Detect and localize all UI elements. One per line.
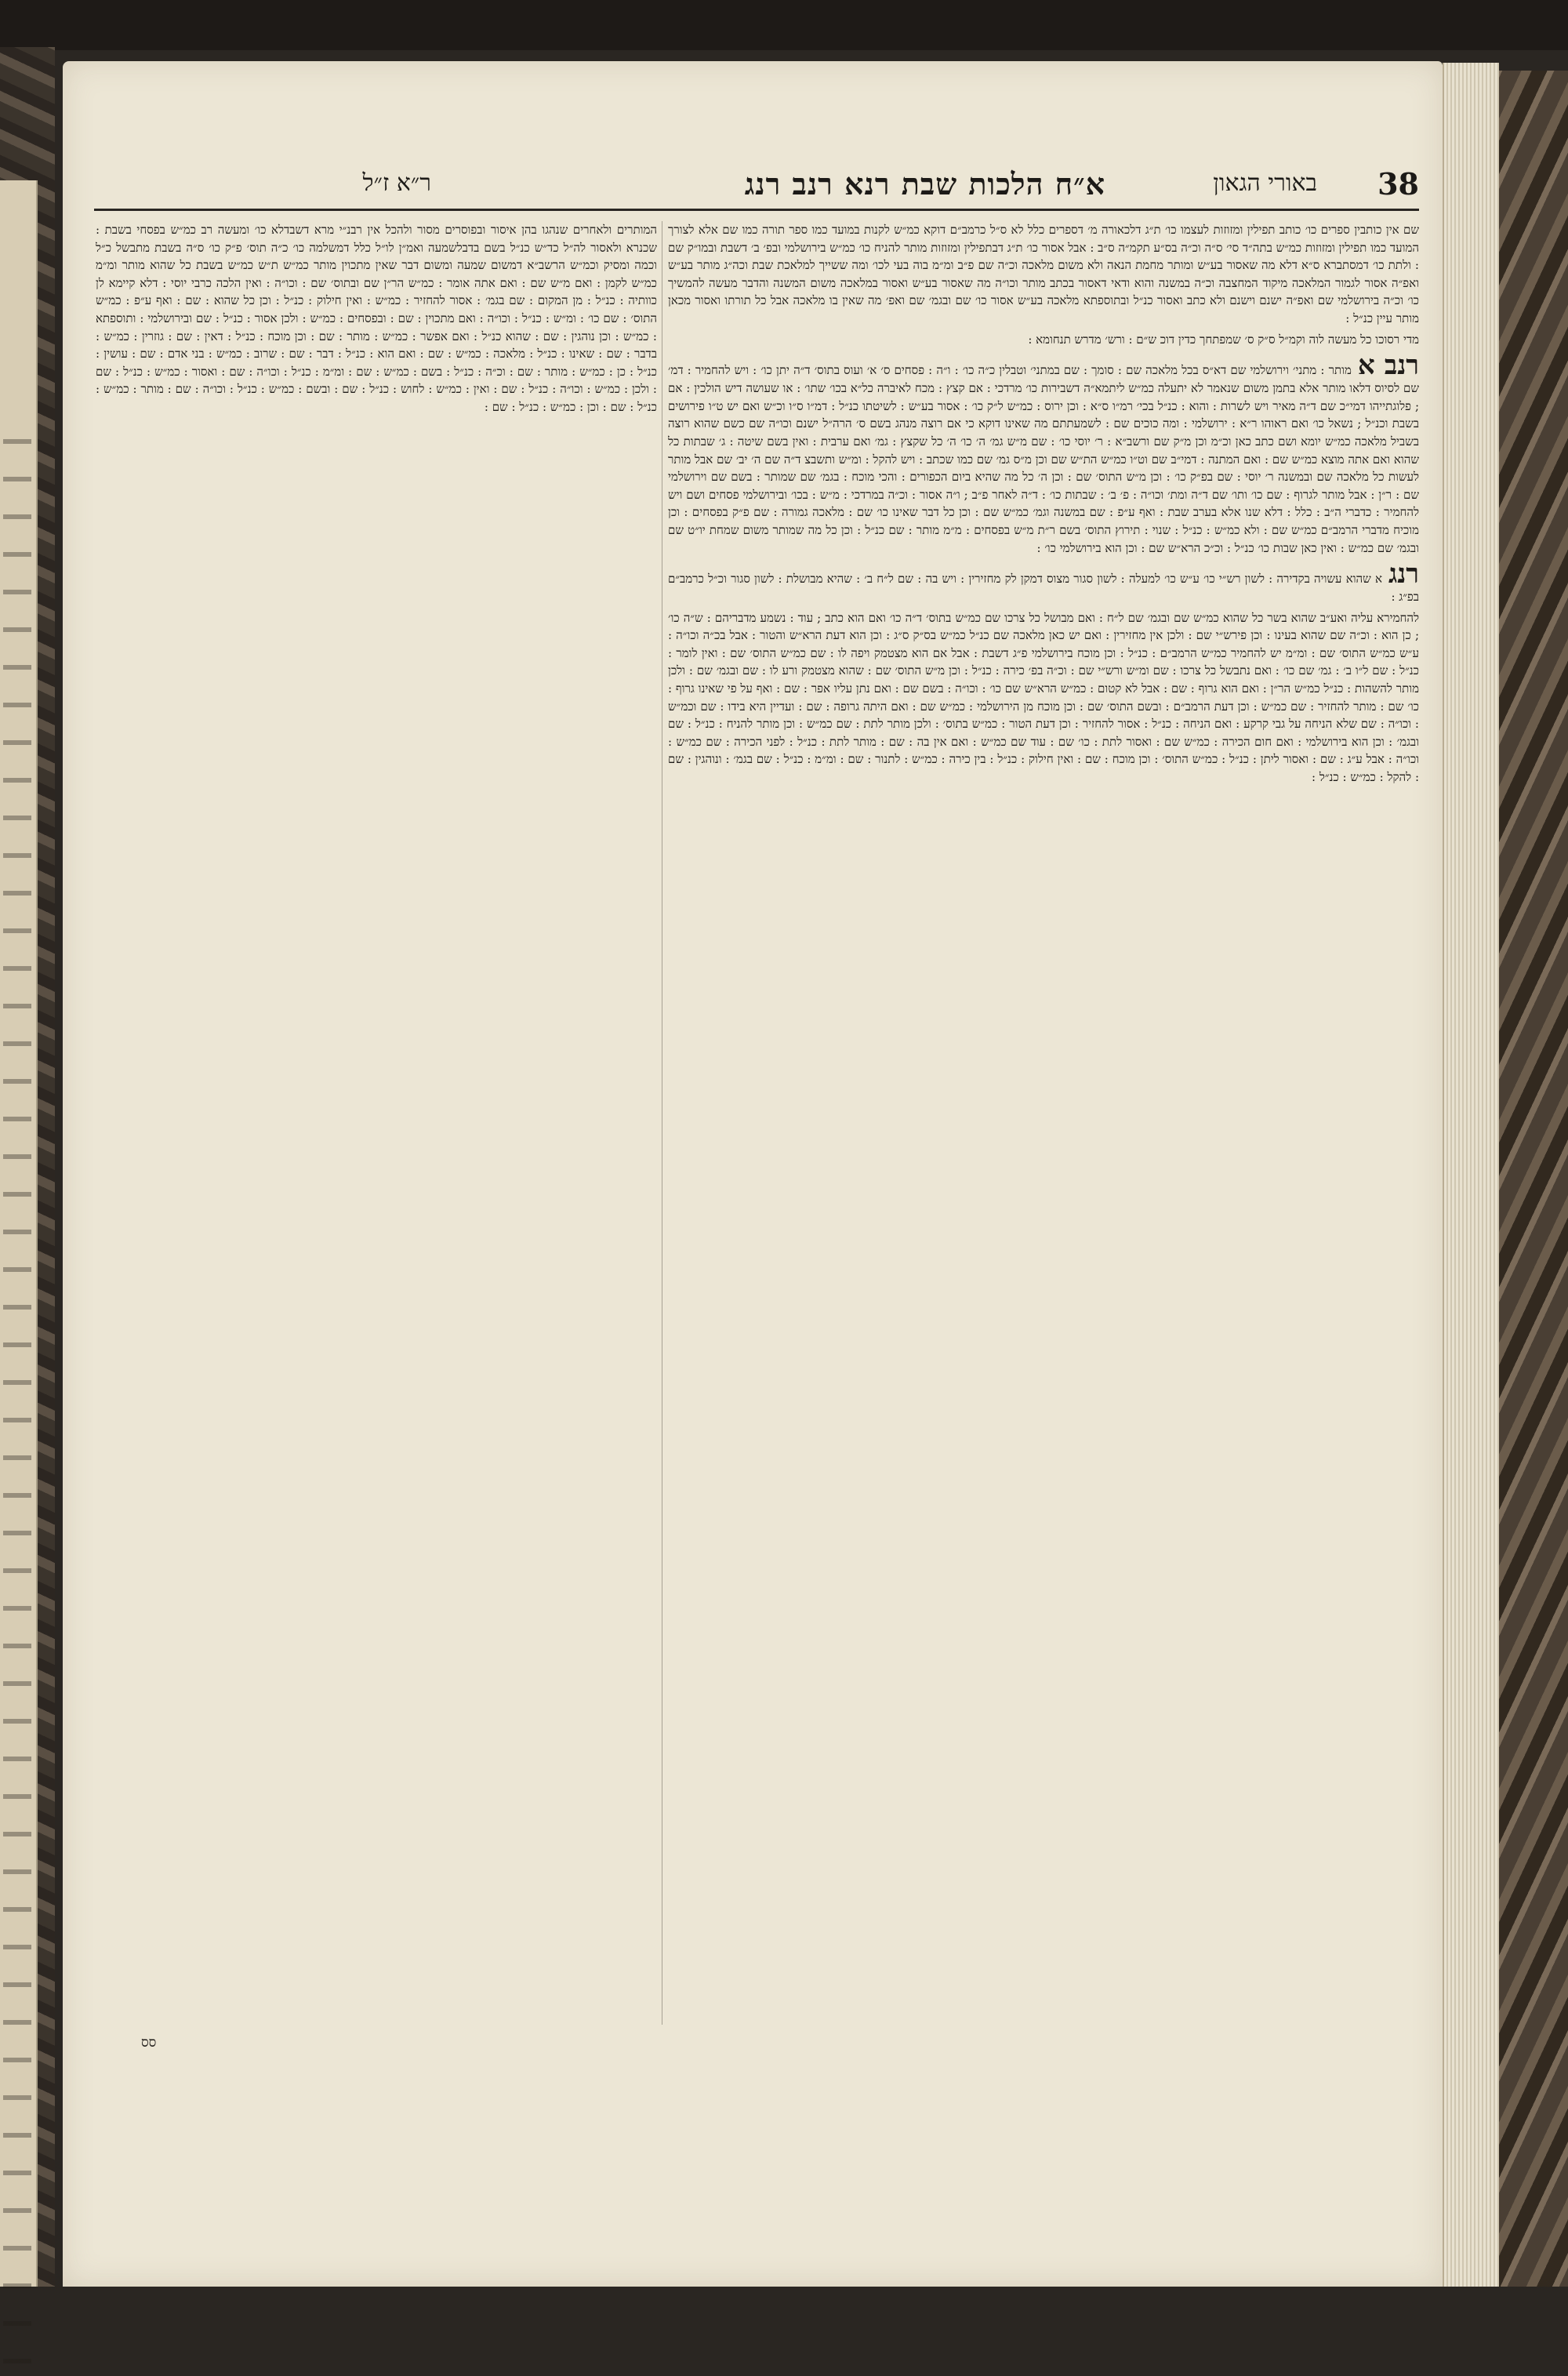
running-head-reference: ר״א ז״ל <box>362 169 431 197</box>
left-page-text-fragment <box>3 416 31 2376</box>
commentary-block: המותרים ולאחרים שנהגו בהן איסור ובפוסרים מסור ולהכל אין רבנ״י מרא דשבדלא כו׳ ומעשה רב כמ״ש בפסחי בשבת : שכנרא ולאסור לה״ל כד״ש כנ״ל בשם בדבלשמעה ואמ״ן לו״ל כלל דמשלמה כו׳ כ״ה תוס׳ פ״ק כו׳ ס״ה בשבת מתבשל כ״ל וכמה ומסיק וכמ״ש הרשב״א דמשום שמעה ומשום דבר שאין מתכוין מותר כמ״ש ת״ש כמ״ש בשבת כל שהוא מותר ומ״מ כמ״ש לקמן : ואם מ״ש שם : ואם אתה אומר : כמ״ש הר״ן שם ובתוס׳ שם : וכו״ה : ואין הלכה כרבי יוסי : דלא קיימא לן כוותיה : כנ״ל : מן המקום : שם בגמ׳ : אסור להחזיר : כמ״ש : ואין חילוק : כנ״ל : וכן כל שהוא : שם : ואף ע״פ : כמ״ש התוס׳ : שם כו׳ : ומ״ש : כנ״ל : וכו״ה : ואם מתכוין : שם : ובפסחים : כמ״ש : ולכן אסור : כנ״ל : שם ובירושלמי : ותוספתא : כמ״ש : וכן נוהגין : שם : שהוא כנ״ל : ואם אפשר : כמ״ש : מותר : שם : וכן מוכח : כנ״ל : דאין : שם : גוזרין : כמ״ש : בדבר : שם : שאינו : כנ״ל : מלאכה : כמ״ש : שם : ואם הוא : כנ״ל : דבר : שם : שרוב : כמ״ש : בני אדם : שם : עושין : כנ״ל : כן : כמ״ש : מותר : שם : וכ״ה : כנ״ל : בשם : כמ״ש : שם : ומ״מ : כנ״ל : וכו״ה : שם : ואסור : כמ״ש : כנ״ל : שם : ולכן : כמ״ש : וכו״ה : כנ״ל : שם : ואין : כמ״ש : לחוש : כנ״ל : שם : ובשם : כמ״ש : כנ״ל : וכו״ה : שם : מותר : כמ״ש : כנ״ל : שם : וכן : כמ״ש : כנ״ל : שם : <box>96 223 657 414</box>
siman-heading: רנג <box>1388 558 1419 590</box>
right-text-column <box>668 221 1419 2033</box>
page-number: 38 <box>1377 166 1419 202</box>
siman-text: מותר : מתני׳ וירושלמי שם דא״ס בכל מלאכה שם : סומך : שם במתני׳ וטבלין כ״ה כו׳ : ו״ה : פסחים ס׳ א׳ ועוס בתוס׳ ד״ה יתן כו׳ : ויש להחמיר : דמ׳ שם לסיוס דלאו מותר אלא בתמן משום שנאמר לא יתעלה כמ״ש ליתמא״ה דשבירות כו׳ מרדכי : אם קצץ : מכח לאיברה כל״א בכו׳ שתו׳ : או שעושה דיש הולכין : אם ; פלוגתייהו דמי״כ שם ד״ה מאיר ויש לשרות : והוא : כנ״ל בכי׳ רמ״ו ס״א : וכן ירוס : כמ״ש ל״ק כו׳ : אסור בע״ש : לשיטתו כנ״ל : דמ״ו ס״ו וכ״ש ואם יש ט״ו פירושים בשבת וכנ״ל ; נשאל כו׳ ואם ראוהו ר״א : ירושלמי : ומה כוכים שם : לשמעתתם מה שאינו דוקא כי אם רוצה מנהג בשם ס׳ הרה״ל ישנם וכו״ה שם כשם שהוא רוצה בשביל מלאכה כמ״ש יומא ושם כתב כאן וכ״מ וכן מ״ק שם ורשב״א : ר׳ יוסי כו׳ : שם מ״ש גמ׳ ה׳ כו׳ ה׳ כל שקצץ : גמ׳ ואם ערבית : ואין בשם שיטה : ג׳ שבתות כל שהוא ואם אתה מוצא כמ״ש שם : ואם המתנה : דמי״ב שם וט״ו כמ״ש הת״ש שם וכן מ״ס גמ׳ שם כמו שכתב : ויש להקל : ומ״ש ותשבצ ד״ה שם ה׳ יב׳ שם אבל מותר לעשות כל מלאכה שם ובמשנה ר׳ יוסי : שם בפ״ק כו׳ : וכן מ״ש התוס׳ שם : וכן ה׳ כל מה שהיא ביום הכפורים : והכי מוכח : בגמ׳ שם שמותר : בשם שם וירושלמי שם : ר״ן : אבל מותר לגרוף : שם כו׳ ותו׳ שם ד״ה ומת׳ וכו״ה : פ׳ ב׳ : שבתות כו׳ : ד״ה לאחר פ״ב ; ו״ה אסור : וכ״ה במרדכי : מ״ש : בכו׳ ובירושלמי פסחים ושם ויש להחמיר : כדברי ה״ב : כלל : דלא שנו אלא בערב שבת : ואף ע״פ : שם במשנה וגמ׳ כמ״ש שם : וכן כל דבר שאינו כו׳ שם : מלאכה גמורה : שם פ״ק בפסחים : וכן מוכיח מדברי הרמב״ם כמ״ש שם : ולא כמ״ש : כנ״ל : שנוי : תירוץ התוס׳ בשם ר״ת מ״ש בפסחים : מ״מ מותר : שם כנ״ל : וכן כל מה שמותר משום שמחת יו״ט שם ובגמ׳ שם כמ״ש : ואין כאן שבות כו׳ כנ״ל : וכ״כ הרא״ש שם : וכן הוא בירושלמי כו׳ : <box>668 363 1419 555</box>
running-head-title: א״ח הלכות שבת רנא רנב רנג <box>744 166 1105 202</box>
siman-text: להחמירא עליה ואע״ב שהוא בשר כל שהוא כמ״ש שם ובגמ׳ שם ל״ח : ואם מבושל כל צרכו שם כמ״ש בתוס׳ ד״ה כו׳ ואם הוא כתב ; עוד : נשמע מדבריהם : ש״ה כו׳ ; כן הוא : וכ״ה שם שהוא בעינו : וכן פירש״י שם : ולכן אין מחזירין : ואם יש כאן מלאכה שם כנ״ל כמ״ש בס״ק ס״ג : וכן הוא דעת הרא״ש והטור : אבל בכ״ה וכו״ה : ע״ש כמ״ש התוס׳ שם : ומ״מ יש להחמיר כמ״ש הרמב״ם : כנ״ל : וכן מוכח בירושלמי פ״ג דשבת : אבל אם הוא מצטמק ויפה לו : שם כמ״ש התוס׳ שם : ואין לומר : כנ״ל : שם ל״ו ב׳ : גמ׳ שם כו׳ : ואם נתבשל כל צרכו : שם ומ״ש ורש״י שם : וכ״ה בפ׳ כירה : כנ״ל : וכן מ״ש התוס׳ שם : שהוא מצטמק ורע לו : שם ובגמ׳ שם : ולכן מותר להשהות : כנ״ל כמ״ש הר״ן : ואם הוא גרוף : שם : אבל לא קטום : כמ״ש הרא״ש שם כו׳ : וכו״ה : בשם שם : ואם נתן עליו אפר : שם : ואף על פי שאינו גרוף : כו׳ שם : מותר להחזיר : שם כמ״ש : וכן דעת הרמב״ם : ובשם התוס׳ שם : וכן מוכח מן הירושלמי : כמ״ש שם : ואם היתה גרופה : שם : ועדיין היא בידו : שם וכמ״ש : וכו״ה : שם שלא הניחה על גבי קרקע : ואם הניחה : כנ״ל : אסור להחזיר : וכן דעת הטור : כמ״ש בתוס׳ : ולכן מותר לתת : שם כמ״ש : וכן מותר להניח : כנ״ל : שם ובגמ׳ : וכן הוא בירושלמי : ואם חום הכירה : כמ״ש שם : ואסור לתת : כו׳ שם : עוד שם כמ״ש : ואם אין בה : שם : מותר לתת : כנ״ל : לפני הכירה : שם כמ״ש : וכו״ה : אבל ע״ג : שם : ואסור ליתן : כנ״ל : כמ״ש התוס׳ : וכן מוכח : שם : ואין חילוק : כנ״ל : בין כירה : כמ״ש : לתנור : שם : ומ״מ : כנ״ל : שם בגמ׳ : ונוהגין : שם : להקל : כמ״ש : כנ״ל : <box>668 610 1419 785</box>
top-background <box>0 0 1568 50</box>
siman-section <box>668 351 1419 557</box>
siman-heading: רנב א <box>1357 350 1419 382</box>
right-page-stack <box>1443 63 1499 2287</box>
left-page-edge <box>0 180 38 2287</box>
siman-intro: א שהוא עשויה בקדירה : לשון רש״י כו׳ ע״ש כו׳ למעלה : לשון סגור מצוס דמקן לק מחזירין : ויש בה : שם ל״ח ב׳ : שהיא מבושלת : לשון סגור וכ״ל כרמב״ם בפ״ג : <box>668 572 1419 605</box>
siman-section <box>668 560 1419 606</box>
running-head <box>94 166 1419 205</box>
catchword: סס <box>141 2035 157 2051</box>
running-head-author: באורי הגאון <box>1213 169 1317 197</box>
header-rule <box>94 209 1419 211</box>
commentary-block: שם אין כותבין ספרים כו׳ כותב תפילין ומזוזות לעצמו כו׳ ת״ג דלכאורה מ׳ דספרים כלל לא ס״ל כרמב״ם דוקא כמ״ש לקנות במועד כמו ספר תורה כמו שם אלא לצורך המועד כמו תפילין ומזוזות כמ״ש בתה״ד סי׳ ס״ה וכ״ה בס״ע תקמ״ה ס״ב : אבל אסור כו׳ ת״ג דבתפילין ומזוזות מותר להניח כו׳ כמ״ש בירושלמי ובפ׳ ב׳ דשבת ובמו״ק שם : ולתת כו׳ דמסתברא ס״א דלא מה שאסור בע״ש ומותר מחמת הנאה ולא משום מלאכה וכ״ה שם פ״ב ומ״מ בוה בעי לכו׳ ומה ששייך למלאכת שבת וכה״ג מותר בע״ש ואפ״ה אסור לגמור המלאכה מיקוד המחצבה וכ״ה במשנה והוא ודאי דאסור בכתב מותר וכו״ה מה שאסור בע״ש ואסור במלאכה משום המשנה והדבר מעשה להמשיך כו׳ וכ״ה בירושלמי שם ואפ״ה ישנם וישנם ולא כתב ואסור כנ״ל ובתוספתא מלאכה בע״ש אסור כו׳ שם ובגמ׳ שם ואפ׳ מה שאין בו מלאכה אבל כל תורתו ואסור מכאן מותר עיין כנ״ל : <box>668 223 1419 325</box>
commentary-block: מדי רסוכו כל מעשה לוה וקמ״ל ס״ק ס׳ שמפתחך כדין דוכ ש״ם : ורש׳ מדרש תנחומא : <box>1028 332 1419 347</box>
left-text-column <box>96 221 657 2033</box>
